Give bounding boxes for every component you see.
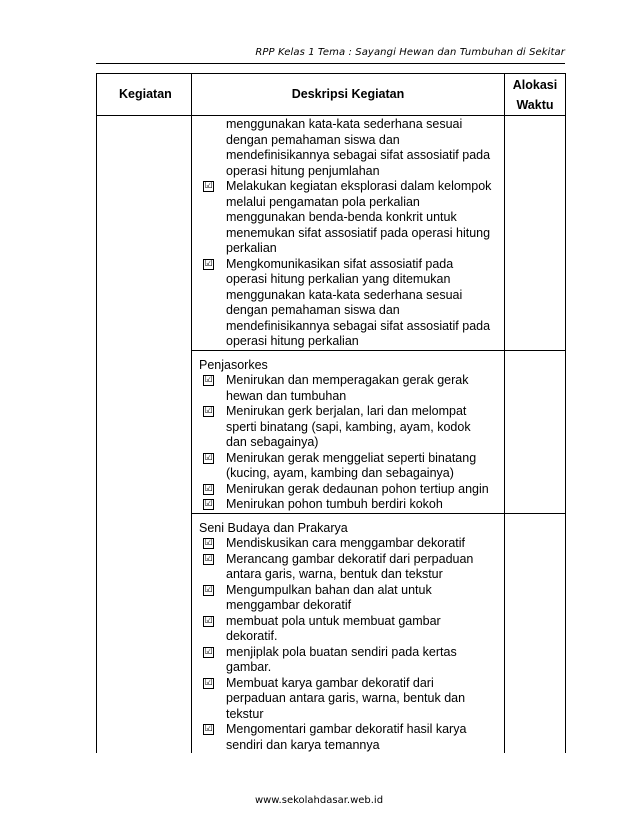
list-item xyxy=(197,645,498,676)
item-text: Mengkomunikasikan sifat assosiatif pada xyxy=(226,256,454,271)
list-item xyxy=(197,373,498,404)
list-item xyxy=(197,552,498,583)
column-header-kegiatan: Kegiatan xyxy=(97,74,192,116)
item-text: Melakukan kegiatan eksplorasi dalam kelompok xyxy=(226,179,492,193)
item-text: gambar. xyxy=(226,660,272,674)
item-text: mendefinisikannya sebagai sifat assosiatif pada xyxy=(226,318,491,333)
item-text: Merancang gambar dekoratif dari perpaduan xyxy=(226,551,474,566)
list-item xyxy=(197,257,498,350)
item-text: melalui pengamatan pola perkalian xyxy=(226,194,420,209)
column-header-waktu-line1: Alokasi xyxy=(512,77,558,92)
list-item xyxy=(197,451,498,482)
table-row xyxy=(97,116,566,351)
table-header-row xyxy=(97,74,566,116)
list-item xyxy=(197,497,498,513)
description-cell-sbdp xyxy=(192,513,505,753)
checklist xyxy=(197,373,498,513)
list-item xyxy=(197,722,498,753)
list-item xyxy=(197,482,498,498)
item-text: Menirukan gerk berjalan, lari dan melompat xyxy=(226,404,467,418)
item-text: menjiplak pola buatan sendiri pada kertas xyxy=(226,644,457,659)
item-text: Menirukan gerak dedaunan pohon tertiup angin xyxy=(226,481,489,496)
alokasi-cell xyxy=(505,350,566,513)
checkbox-checked-icon: ☑ xyxy=(204,258,213,269)
column-header-alokasi-waktu xyxy=(505,74,566,116)
item-text: Membuat karya gambar dekoratif dari xyxy=(226,675,434,690)
item-text: perpaduan antara garis, warna, bentuk dan xyxy=(226,691,466,705)
item-text: operasi hitung perkalian yang ditemukan xyxy=(226,272,451,286)
continuation-text: mendefinisikannya sebagai sifat assosiatif pada xyxy=(226,148,491,162)
item-text: dekoratif. xyxy=(226,629,278,643)
item-text: Menirukan pohon tumbuh berdiri kokoh xyxy=(226,497,443,511)
header-rule xyxy=(96,63,565,64)
item-text: Mengumpulkan bahan dan alat untuk xyxy=(226,582,432,597)
checkbox-checked-icon: ☑ xyxy=(204,553,213,564)
activity-table xyxy=(96,73,566,753)
item-text: menggunakan benda-benda konkrit untuk xyxy=(226,210,457,224)
list-item xyxy=(197,536,498,552)
item-text: dengan pemahaman siswa dan xyxy=(226,303,400,317)
checkbox-checked-icon: ☑ xyxy=(204,483,213,494)
item-text: tekstur xyxy=(226,706,264,721)
item-text: (kucing, ayam, kambing dan sebagainya) xyxy=(226,466,454,480)
item-text: Menirukan gerak menggeliat seperti binatang xyxy=(226,450,477,465)
item-text: menemukan sifat assosiatif pada operasi hitung xyxy=(226,225,491,240)
checkbox-checked-icon: ☑ xyxy=(204,406,213,416)
list-item xyxy=(197,179,498,257)
checkbox-checked-icon: ☑ xyxy=(204,181,213,191)
alokasi-cell xyxy=(505,116,566,351)
item-text: membuat pola untuk membuat gambar xyxy=(226,613,441,628)
checkbox-checked-icon: ☑ xyxy=(204,724,213,734)
list-item xyxy=(197,583,498,614)
item-text: operasi hitung perkalian xyxy=(226,334,359,348)
checkbox-checked-icon: ☑ xyxy=(204,452,213,463)
item-text: perkalian xyxy=(226,241,277,255)
column-header-waktu-line2: Waktu xyxy=(516,97,554,112)
checkbox-checked-icon: ☑ xyxy=(204,538,213,548)
continuation-text: operasi hitung penjumlahan xyxy=(226,163,380,178)
list-item xyxy=(197,404,498,451)
checklist xyxy=(197,536,498,753)
list-item xyxy=(197,676,498,723)
item-text: menggunakan kata-kata sederhana sesuai xyxy=(226,287,463,302)
item-text: antara garis, warna, bentuk dan tekstur xyxy=(226,567,443,581)
item-text: menggambar dekoratif xyxy=(226,598,352,612)
item-text: Mendiskusikan cara menggambar dekoratif xyxy=(226,536,466,550)
checklist xyxy=(197,117,498,350)
alokasi-cell xyxy=(505,513,566,753)
description-cell-penjasorkes xyxy=(192,350,505,513)
continuation-text: menggunakan kata-kata sederhana sesuai xyxy=(226,117,463,131)
kegiatan-cell xyxy=(97,116,192,754)
subject-title-penjasorkes: Penjasorkes xyxy=(199,357,268,372)
continuation-text: dengan pemahaman siswa dan xyxy=(226,132,400,147)
item-text: Mengomentari gambar dekoratif hasil karya xyxy=(226,722,467,736)
checkbox-checked-icon: ☑ xyxy=(204,499,213,509)
list-item-continuation xyxy=(197,117,498,179)
document-header: RPP Kelas 1 Tema : Sayangi Hewan dan Tumbuhan di Sekitar xyxy=(255,47,565,58)
item-text: hewan dan tumbuhan xyxy=(226,388,347,403)
checkbox-checked-icon: ☑ xyxy=(204,646,213,657)
item-text: dan sebagainya) xyxy=(226,435,319,449)
item-text: sendiri dan karya temannya xyxy=(226,737,380,752)
footer-url: www.sekolahdasar.web.id xyxy=(254,795,384,806)
item-text: sperti binatang (sapi, kambing, ayam, kodok xyxy=(226,419,471,434)
column-header-deskripsi: Deskripsi Kegiatan xyxy=(192,74,505,116)
checkbox-checked-icon: ☑ xyxy=(204,375,213,385)
checkbox-checked-icon: ☑ xyxy=(204,584,213,595)
item-text: Menirukan dan memperagakan gerak gerak xyxy=(226,373,469,387)
checkbox-checked-icon: ☑ xyxy=(204,677,213,688)
list-item xyxy=(197,614,498,645)
description-cell-matematika xyxy=(192,116,505,351)
subject-title-sbdp: Seni Budaya dan Prakarya xyxy=(199,520,348,535)
checkbox-checked-icon: ☑ xyxy=(204,615,213,626)
